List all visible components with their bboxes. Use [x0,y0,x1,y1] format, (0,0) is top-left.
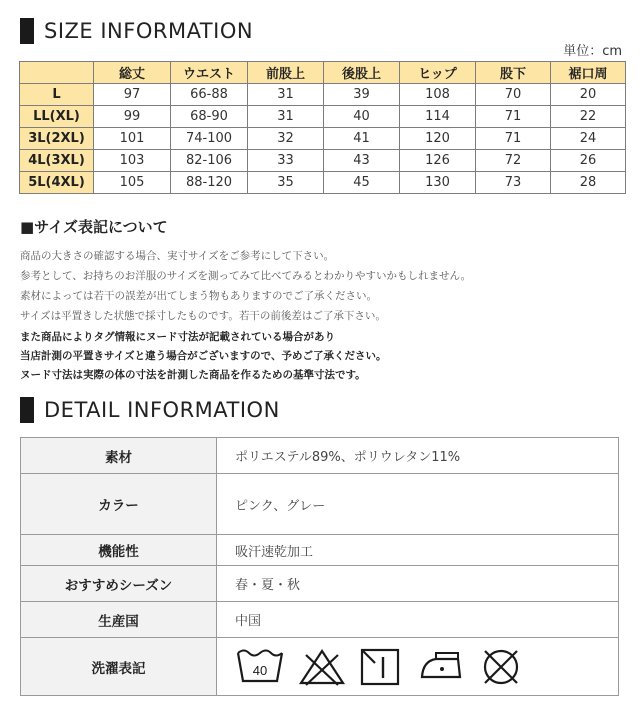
size-value: 71 [476,106,551,128]
size-value: 103 [94,150,171,172]
size-header-cell: 裾口周 [551,62,626,84]
detail-value: 中国 [217,602,619,638]
detail-label: 機能性 [21,535,217,566]
wash-temp-label: 40 [252,662,268,678]
size-value: 28 [551,172,626,194]
size-value: 68-90 [171,106,248,128]
size-value: 82-106 [171,150,248,172]
detail-label: 素材 [21,438,217,474]
size-value: 72 [476,150,551,172]
note-line: 商品の大きさの確認する場合、実寸サイズをご参考にして下さい。 [20,250,335,262]
size-information-header [20,18,253,44]
size-value: 26 [551,150,626,172]
size-notes [20,246,620,326]
detail-information-header [20,397,280,423]
table-row [21,602,619,638]
table-row [21,438,619,474]
detail-information-title: DETAIL INFORMATION [44,398,280,422]
size-value: 120 [400,128,476,150]
table-row [20,172,626,194]
note-line: サイズは平置きした状態で採寸したものです。若干の前後差はご了承下さい。 [20,310,386,322]
size-label: 3L(2XL) [20,128,94,150]
nude-size-notes [20,328,620,385]
size-value: 22 [551,106,626,128]
size-value: 43 [324,150,400,172]
detail-value: ポリエステル89%、ポリウレタン11% [217,438,619,474]
size-value: 35 [248,172,324,194]
detail-label: 生産国 [21,602,217,638]
size-header-cell: 総丈 [94,62,171,84]
size-value: 41 [324,128,400,150]
size-value: 70 [476,84,551,106]
size-value: 114 [400,106,476,128]
size-value: 32 [248,128,324,150]
size-value: 31 [248,84,324,106]
size-value: 66-88 [171,84,248,106]
size-value: 97 [94,84,171,106]
table-row [20,128,626,150]
size-value: 45 [324,172,400,194]
note-line-bold: ヌード寸法は実際の体の寸法を計測した商品を作るための基準寸法です。 [20,369,366,381]
note-line: 参考として、お持ちのお洋服のサイズを測ってみて比べてみるとわかりやすいかもしれません。 [20,270,472,282]
size-value: 33 [248,150,324,172]
size-header-cell: ヒップ [400,62,476,84]
table-row [21,474,619,535]
no-bleach-icon [298,647,346,687]
wash-40-icon [235,647,285,687]
detail-value: 春・夏・秋 [217,566,619,602]
care-symbols-cell [217,638,619,696]
detail-label: カラー [21,474,217,535]
note-line-bold: 当店計測の平置きサイズと違う場合がございますので、予めご了承ください。 [20,350,387,362]
size-label: 4L(3XL) [20,150,94,172]
size-label: LL(XL) [20,106,94,128]
size-value: 130 [400,172,476,194]
care-icons [235,647,618,687]
size-value: 20 [551,84,626,106]
size-value: 74-100 [171,128,248,150]
size-value: 88-120 [171,172,248,194]
size-value: 40 [324,106,400,128]
size-label: 5L(4XL) [20,172,94,194]
size-value: 39 [324,84,400,106]
size-value: 24 [551,128,626,150]
table-row [21,535,619,566]
size-information-title: SIZE INFORMATION [44,19,254,43]
size-header-cell: ウエスト [171,62,248,84]
size-value: 108 [400,84,476,106]
table-row [20,150,626,172]
unit-label: 単位：cm [563,44,622,59]
size-table-header-row [20,62,626,84]
size-header-corner [20,62,94,84]
size-header-cell: 後股上 [324,62,400,84]
table-row [20,84,626,106]
line-dry-shade-icon [359,647,401,687]
note-line: 素材によっては若干の誤差が出てしまう物もありますのでご了承ください。 [20,290,377,302]
size-label: L [20,84,94,106]
no-dry-clean-icon [479,647,523,687]
size-header-cell: 前股上 [248,62,324,84]
detail-table [20,437,619,696]
table-row [20,106,626,128]
size-value: 101 [94,128,171,150]
size-value: 126 [400,150,476,172]
section-bar [20,18,34,44]
size-value: 71 [476,128,551,150]
size-value: 73 [476,172,551,194]
section-bar [20,397,34,423]
detail-value: ピンク、グレー [217,474,619,535]
size-value: 99 [94,106,171,128]
table-row [21,566,619,602]
size-header-cell: 股下 [476,62,551,84]
size-value: 105 [94,172,171,194]
table-row [21,638,619,696]
size-table [19,61,626,194]
detail-label: おすすめシーズン [21,566,217,602]
size-notes-title: ■サイズ表記について [20,218,168,236]
detail-label: 洗濯表記 [21,638,217,696]
note-line-bold: また商品によりタグ情報にヌード寸法が記載されている場合があり [20,331,335,343]
size-value: 31 [248,106,324,128]
detail-value: 吸汗速乾加工 [217,535,619,566]
iron-low-icon [414,647,466,687]
